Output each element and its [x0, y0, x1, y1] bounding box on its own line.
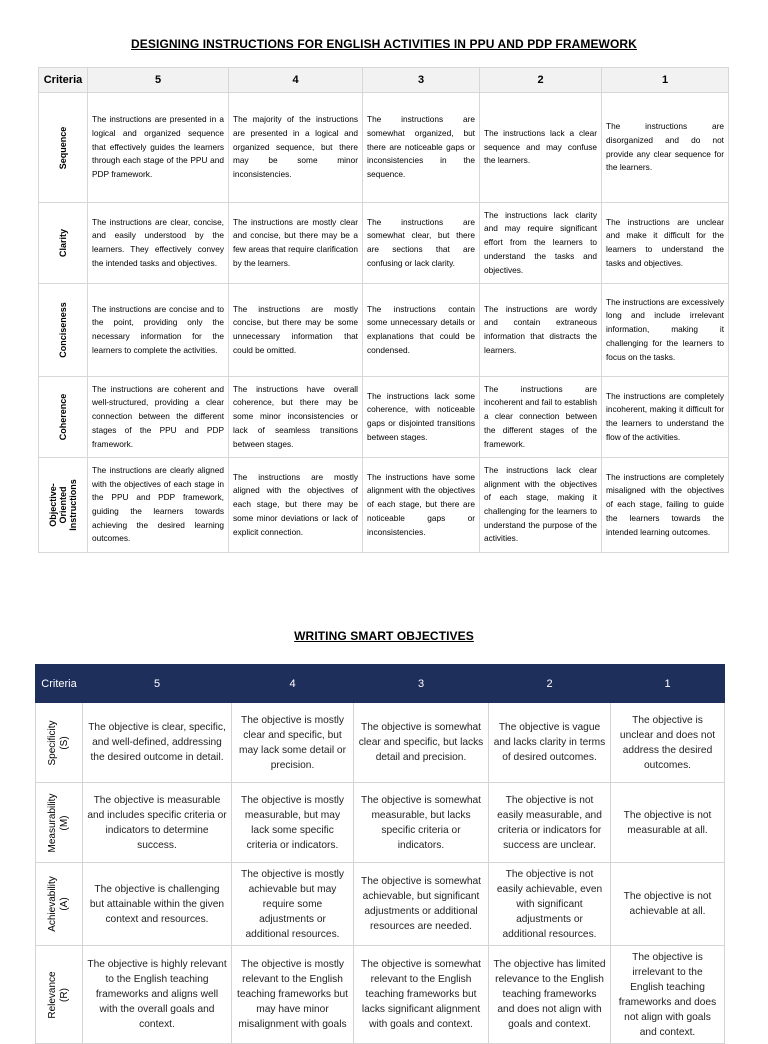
score-4-cell: The objective is mostly achievable but may require some adjustments or additional resources.	[232, 863, 354, 946]
criterion-cell	[36, 863, 83, 946]
score-1-cell: The instructions are excessively long and include irrelevant information, making it challenging for the learners to focus on the tasks.	[602, 284, 729, 377]
header-score-3: 3	[363, 68, 480, 93]
table-row	[39, 284, 729, 377]
score-1-cell: The instructions are completely incoherent, making it difficult for the learners to understand the flow of the activities.	[602, 377, 729, 458]
criterion-label: Objective- Oriented Instructions	[48, 479, 78, 531]
table-row	[36, 946, 725, 1044]
score-3-cell: The objective is somewhat clear and specific, but lacks detail and precision.	[354, 703, 489, 783]
criterion-label: Clarity	[58, 228, 68, 258]
criterion-cell	[39, 93, 88, 203]
score-1-cell: The objective is not achievable at all.	[611, 863, 725, 946]
table-row	[39, 93, 729, 203]
score-4-cell: The instructions are mostly concise, but there may be some unnecessary information that could be omitted.	[229, 284, 363, 377]
header-score-1: 1	[611, 665, 725, 703]
header-row	[36, 665, 725, 703]
score-3-cell: The objective is somewhat measurable, but lacks specific criteria or indicators.	[354, 783, 489, 863]
score-3-cell: The instructions lack some coherence, with noticeable gaps or disjointed transitions between stages.	[363, 377, 480, 458]
header-criteria: Criteria	[36, 665, 83, 703]
header-score-3: 3	[354, 665, 489, 703]
score-1-cell: The instructions are disorganized and do not provide any clear sequence for the learners.	[602, 93, 729, 203]
criterion-cell	[39, 203, 88, 284]
header-score-5: 5	[88, 68, 229, 93]
rubric1-title: DESIGNING INSTRUCTIONS FOR ENGLISH ACTIVITIES IN PPU AND PDP FRAMEWORK	[131, 37, 637, 51]
score-2-cell: The instructions lack a clear sequence and may confuse the learners.	[480, 93, 602, 203]
smart-objectives-table	[35, 664, 725, 1044]
score-2-cell: The instructions lack clear alignment with the objectives of each stage, making it challenging for the learners to understand the purpose of the activities.	[480, 458, 602, 553]
criterion-label: Sequence	[58, 126, 68, 169]
score-1-cell: The objective is unclear and does not address the desired outcomes.	[611, 703, 725, 783]
criterion-cell	[36, 703, 83, 783]
score-5-cell: The instructions are concise and to the point, providing only the necessary information for the learners to complete the activities.	[88, 284, 229, 377]
score-2-cell: The instructions are incoherent and fail to establish a clear connection between the different stages of the framework.	[480, 377, 602, 458]
score-3-cell: The instructions have some alignment with the objectives of each stage, but there are noticeable gaps or inconsistencies.	[363, 458, 480, 553]
score-3-cell: The instructions are somewhat organized, but there are noticeable gaps or inconsistencies in the sequence.	[363, 93, 480, 203]
header-row	[39, 68, 729, 93]
score-4-cell: The objective is mostly measurable, but may lack some specific criteria or indicators.	[232, 783, 354, 863]
score-5-cell: The instructions are coherent and well-structured, providing a clear connection between the different stages of the PPU and PDP framework.	[88, 377, 229, 458]
criterion-cell	[39, 377, 88, 458]
score-2-cell: The objective has limited relevance to the English teaching frameworks and does not align with goals and context.	[489, 946, 611, 1044]
score-4-cell: The objective is mostly relevant to the English teaching frameworks but may have minor misalignment with goals	[232, 946, 354, 1044]
table-row	[39, 203, 729, 284]
score-2-cell: The instructions lack clarity and may require significant effort from the learners to understand the tasks and objectives.	[480, 203, 602, 284]
score-2-cell: The objective is not easily measurable, and criteria or indicators for success are unclear.	[489, 783, 611, 863]
header-score-4: 4	[229, 68, 363, 93]
rubric2-title: WRITING SMART OBJECTIVES	[294, 629, 474, 643]
score-5-cell: The objective is highly relevant to the English teaching frameworks and aligns well with the overall goals and context.	[83, 946, 232, 1044]
score-1-cell: The instructions are completely misaligned with the objectives of each stage, failing to guide the learners towards the intended learning outcomes.	[602, 458, 729, 553]
score-3-cell: The objective is somewhat achievable, but significant adjustments or additional resources are needed.	[354, 863, 489, 946]
table-row	[36, 863, 725, 946]
table-row	[39, 377, 729, 458]
score-2-cell: The objective is not easily achievable, even with significant adjustments or additional resources.	[489, 863, 611, 946]
score-2-cell: The objective is vague and lacks clarity in terms of desired outcomes.	[489, 703, 611, 783]
criterion-label: Achievability (A)	[47, 876, 70, 932]
header-score-1: 1	[602, 68, 729, 93]
criterion-label: Specificity (S)	[47, 719, 70, 766]
score-1-cell: The objective is not measurable at all.	[611, 783, 725, 863]
header-score-2: 2	[489, 665, 611, 703]
score-2-cell: The instructions are wordy and contain extraneous information that distracts the learners.	[480, 284, 602, 377]
header-criteria: Criteria	[39, 68, 88, 93]
table-row	[36, 783, 725, 863]
score-1-cell: The instructions are unclear and make it difficult for the learners to understand the tasks and objectives.	[602, 203, 729, 284]
criterion-label: Relevance (R)	[47, 970, 70, 1019]
score-5-cell: The instructions are clear, concise, and easily understood by the learners. They effectively convey the intended tasks and objectives.	[88, 203, 229, 284]
instructions-rubric-table	[38, 67, 729, 553]
score-5-cell: The instructions are clearly aligned with the objectives of each stage in the PPU and PDP framework, guiding the learners towards achieving the desired learning outcomes.	[88, 458, 229, 553]
criterion-cell	[36, 946, 83, 1044]
score-4-cell: The objective is mostly clear and specific, but may lack some detail or precision.	[232, 703, 354, 783]
score-4-cell: The instructions have overall coherence, but there may be some minor inconsistencies or lack of seamless transitions between stages.	[229, 377, 363, 458]
criterion-label: Measurability (M)	[47, 793, 70, 852]
score-1-cell: The objective is irrelevant to the English teaching frameworks and does not align with goals and context.	[611, 946, 725, 1044]
score-5-cell: The objective is clear, specific, and well-defined, addressing the desired outcome in detail.	[83, 703, 232, 783]
score-4-cell: The majority of the instructions are presented in a logical and organized sequence, but there may be some minor inconsistencies.	[229, 93, 363, 203]
score-3-cell: The instructions contain some unnecessary details or explanations that could be condensed.	[363, 284, 480, 377]
score-4-cell: The instructions are mostly clear and concise, but there may be a few areas that require clarification by the learners.	[229, 203, 363, 284]
criterion-label: Conciseness	[58, 302, 68, 358]
criterion-label: Coherence	[58, 393, 68, 441]
header-score-2: 2	[480, 68, 602, 93]
score-4-cell: The instructions are mostly aligned with the objectives of each stage, but there may be some minor deviations or lack of explicit connection.	[229, 458, 363, 553]
header-score-5: 5	[83, 665, 232, 703]
score-5-cell: The instructions are presented in a logical and organized sequence that effectively guides the learners through each stage of the PPU and PDP framework.	[88, 93, 229, 203]
header-score-4: 4	[232, 665, 354, 703]
score-5-cell: The objective is measurable and includes specific criteria or indicators to determine success.	[83, 783, 232, 863]
table-row	[36, 703, 725, 783]
score-3-cell: The objective is somewhat relevant to the English teaching frameworks but lacks significant alignment with goals and context.	[354, 946, 489, 1044]
criterion-cell	[39, 458, 88, 553]
criterion-cell	[36, 783, 83, 863]
score-5-cell: The objective is challenging but attainable within the given context and resources.	[83, 863, 232, 946]
score-3-cell: The instructions are somewhat clear, but there are sections that are confusing or lack clarity.	[363, 203, 480, 284]
table-row	[39, 458, 729, 553]
criterion-cell	[39, 284, 88, 377]
